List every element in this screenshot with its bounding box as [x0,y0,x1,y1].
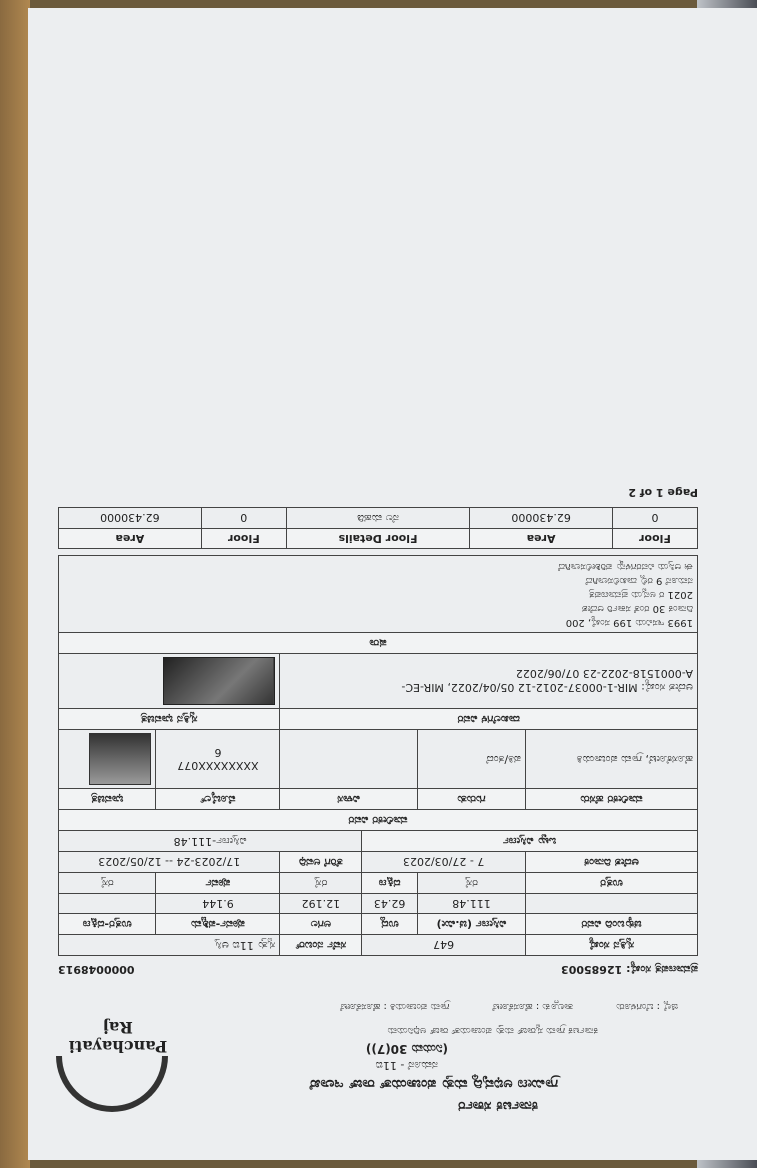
table-row [59,873,698,894]
document-line: ಆದೇಶ ಸಂಖ್ಯೆ: MIR-1-00037-2012-12 05/04/2022, MIR-EC- [401,681,693,695]
owner-header: ವಿಳಾಸ [280,789,418,810]
reference-row [58,962,698,976]
property-photo-cell [59,654,280,709]
floor-header: Floor [201,529,286,549]
floor-header: Floor Details [286,529,469,549]
date-label-1: ಆದೇಶ ದಿನಾಂಕ [526,852,698,873]
act-subtitle: ಕರ್ನಾಟಕ ಗ್ರಾಮ ಸ್ವರಾಜ್ ಮತ್ತು ಪಂಚಾಯತ್ ರಾಜ್ ಅಧಿನಿಯಮ [387,1025,598,1036]
floor-cell: 0 [201,508,286,529]
document-line: A-0001518-2022-23 07/06/2022 [515,667,693,681]
documents-cell [280,654,698,709]
owner-header: ಮೊಬೈಲ್ [156,789,280,810]
table-row [59,730,698,789]
owner-relation: ಪತಿ/ತಂದೆ [417,730,525,789]
reference-id: 0000048913 [58,963,135,976]
document-header [58,980,698,1120]
panchayati-raj-logo [58,1018,178,1120]
dir-header: ಉತ್ತರ [526,873,698,894]
remarks-cell [59,556,698,633]
area-value: ವಿಸ್ತೀರ್ಣ-111.48 [59,831,362,852]
table-row [59,831,698,852]
property-id-label: ಸ್ವತ್ತಿನ ಸಂಖ್ಯೆ [526,935,698,956]
floor-cell: 62.430000 [470,508,613,529]
remark-line: ನಮೂನೆ 9 ರಲ್ಲಿ ದಾಖಲಿಸಲಾಗಿದೆ [585,575,693,586]
table-row [59,709,698,730]
owner-name: ಹೊಸಕೋಟೆ, ಗ್ರಾಮ ಪಂಚಾಯತಿ [526,730,698,789]
remarks-label: ಷರಾ [59,633,698,654]
dir-cell: ರಸ್ತೆ [59,873,156,894]
document-sheet [28,8,757,1160]
table-row [59,789,698,810]
property-photo [163,657,275,705]
survey-value: ಸ್ವತ್ತು 11ಬಿ ಆಸ್ತಿ [59,935,280,956]
floor-cell: 62.430000 [59,508,202,529]
owner-header: ಗುರುತು [417,789,525,810]
brand-text: Panchayati Raj [68,1018,168,1056]
area-label: ಒಟ್ಟು ವಿಸ್ತೀರ್ಣ [362,831,698,852]
dim-header: ಉದ್ದ [362,914,418,935]
property-id-value: 647 [362,935,526,956]
floor-header: Area [59,529,202,549]
document-page-rotated [28,8,757,1160]
title-department: ಗ್ರಾಮೀಣ ಅಭಿವೃದ್ಧಿ ಮತ್ತು ಪಂಚಾಯತ್ ರಾಜ್ ಇಲಾಖೆ [309,1076,558,1092]
dim-header: ಅಗಲ [280,914,362,935]
floor-table [58,507,698,549]
date-value-2: 17/2023-24 -- 12/05/2023 [59,852,280,873]
property-photo-label: ಸ್ವತ್ತಿನ ಭಾವಚಿತ್ರ [59,709,280,730]
remark-line: ಈ ಆಸ್ತಿಯ ವಿವರಗಳನ್ನು ಪರಿಶೀಲಿಸಲಾಗಿದೆ [558,561,693,572]
page-number: Page 1 of 2 [628,486,698,499]
owner-mobile-suffix: 6 [214,746,222,759]
owner-header: ಭಾವಚಿತ್ರ [59,789,156,810]
table-row [59,633,698,654]
table-row [59,810,698,831]
dim-cell [59,894,156,914]
dim-header: ಚಕ್ಕುಬಂದಿ ವಿವರ [526,914,698,935]
dim-cell: 12.192 [280,894,362,914]
table-row [59,914,698,935]
property-table [58,555,698,956]
emblem-icon [56,1056,168,1112]
survey-label: ಸರ್ವೆ ನಂಬರ್ [280,935,362,956]
dim-header: ವಿಸ್ತೀರ್ಣ (ಚ.ಮೀ) [417,914,525,935]
owner-photo [89,733,151,785]
location-meta [300,1001,678,1012]
remark-line: 2021 ರ ಅನ್ವಯ ಪ್ರಮಾಣಪತ್ರ [588,589,693,600]
desk-left [0,0,30,1168]
dir-header: ಪೂರ್ವ [156,873,280,894]
table-row [59,852,698,873]
dir-header: ದಕ್ಷಿಣ [362,873,418,894]
date-value-1: 7 - 27/03/2023 [362,852,526,873]
owner-photo-cell [59,730,156,789]
owner-mobile [156,730,280,789]
remark-line: 1993 ಇಸವಿಯ 199 ಸಂಖ್ಯೆ, 200 [565,617,693,628]
dim-cell [526,894,698,914]
table-row [59,935,698,956]
dim-cell: 9.144 [156,894,280,914]
owner-section-label: ಮಾಲೀಕರ ವಿವರ [59,810,698,831]
dir-cell: ರಸ್ತೆ [280,873,362,894]
floor-header: Area [470,529,613,549]
floor-cell: 0 [612,508,697,529]
documents-label: ದಾಖಲೆಗಳ ವಿವರ [280,709,698,730]
owner-address [280,730,418,789]
remark-line: ದಿನಾಂಕ 30 ರಂತೆ ಸರ್ಕಾರಿ ಆದೇಶ [582,603,693,614]
floor-cell: ನೆಲ ಮಹಡಿ [286,508,469,529]
table-row [59,894,698,914]
taluk: ತಾಲ್ಲೂಕು : ಹೊಸಕೋಟೆ [492,1001,573,1012]
floor-header: Floor [612,529,697,549]
dim-cell: 62.43 [362,894,418,914]
rule-number: (ನಿಯಮ 30(7)) [365,1042,448,1056]
dim-cell: 111.48 [417,894,525,914]
gram-panchayat: ಗ್ರಾಮ ಪಂಚಾಯತಿ : ಹೊಸಕೋಟೆ [340,1001,450,1012]
document-content [58,486,698,1120]
dim-header: ಉತ್ತರ-ದಕ್ಷಿಣ [59,914,156,935]
district: ಜಿಲ್ಲೆ : ಬೆಂಗಳೂರು [616,1001,678,1012]
certificate-number: ಪ್ರಮಾಣಪತ್ರ ಸಂಖ್ಯೆ: 12685003 [561,963,698,976]
dir-cell: ರಸ್ತೆ [417,873,525,894]
table-row [59,654,698,709]
form-number: ನಮೂನೆ - 11ಬಿ [375,1059,438,1072]
owner-header: ಮಾಲೀಕರ ಹೆಸರು [526,789,698,810]
dim-header: ಪೂರ್ವ-ಪಶ್ಚಿಮ [156,914,280,935]
date-label-2: ತೆರಿಗೆ ಅವಧಿ [280,852,362,873]
table-row [59,556,698,633]
title-government: ಕರ್ನಾಟಕ ಸರ್ಕಾರ [458,1098,538,1114]
table-row [59,529,698,549]
table-row [59,508,698,529]
owner-mobile-number: XXXXXXXX077 [177,759,259,772]
